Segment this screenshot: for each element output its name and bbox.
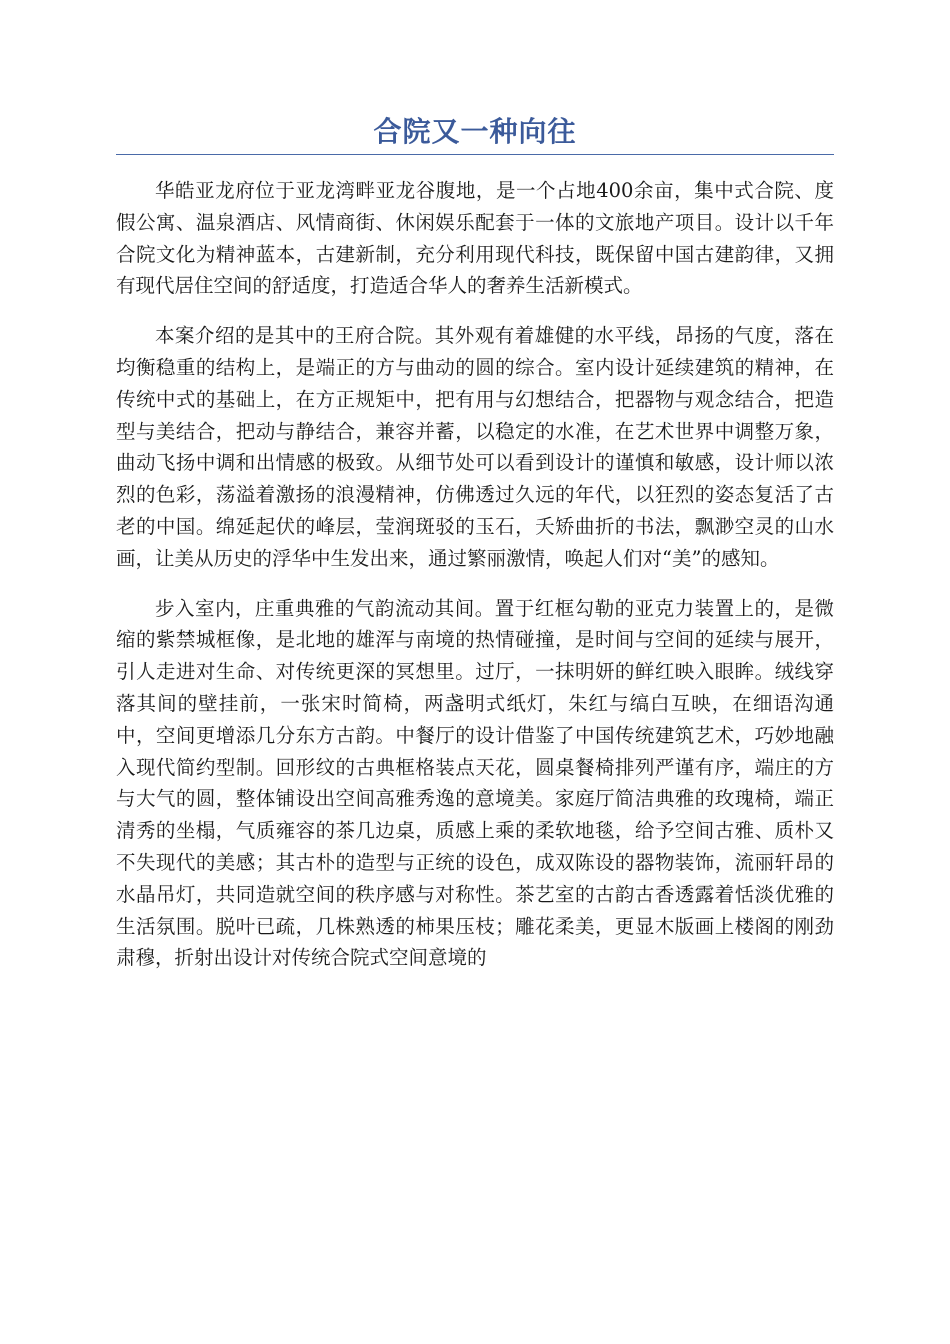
paragraph-2: 本案介绍的是其中的王府合院。其外观有着雄健的水平线，昂扬的气度，落在均衡稳重的结构上，是端正的方与曲动的圆的综合。室内设计延续建筑的精神，在传统中式的基础上，在方正规矩中，把有用与幻想结合，把器物与观念结合，把造型与美结合，把动与静结合，兼容并蓄，以稳定的水准，在艺术世界中调整万象，曲动飞扬中调和出情感的极致。从细节处可以看到设计的谨慎和敏感，设计师以浓烈的色彩，荡溢着激扬的浪漫精神，仿佛透过久远的年代，以狂烈的姿态复活了古老的中国。绵延起伏的峰层，莹润斑驳的玉石，夭矫曲折的书法，飘渺空灵的山水画，让美从历史的浮华中生发出来，通过繁丽激情，唤起人们对“美”的感知。 [116, 324, 834, 570]
paragraph-1: 华皓亚龙府位于亚龙湾畔亚龙谷腹地，是一个占地400余亩，集中式合院、度假公寓、温泉酒店、风情商街、休闲娱乐配套于一体的文旅地产项目。设计以千年合院文化为精神蓝本，古建新制，充分利用现代科技，既保留中国古建韵律，又拥有现代居住空间的舒适度，打造适合华人的奢养生活新模式。 [116, 179, 834, 298]
document-title: 合院又一种向往 [373, 115, 577, 148]
title-underline [116, 154, 834, 155]
paragraph-3: 步入室内，庄重典雅的气韵流动其间。置于红框勾勒的亚克力装置上的，是微缩的紫禁城框像，是北地的雄浑与南境的热情碰撞，是时间与空间的延续与展开，引人走进对生命、对传统更深的冥想里。过厅，一抹明妍的鲜红映入眼眸。绒线穿落其间的壁挂前，一张宋时简椅，两盏明式纸灯，朱红与缟白互映，在细语沟通中，空间更增添几分东方古韵。中餐厅的设计借鉴了中国传统建筑艺术，巧妙地融入现代简约型制。回形纹的古典框格装点天花，圆桌餐椅排列严谨有序，端庄的方与大气的圆，整体铺设出空间高雅秀逸的意境美。家庭厅简洁典雅的玫瑰椅，端正清秀的坐榻，气质雍容的茶几边桌，质感上乘的柔软地毯，给予空间古雅、质朴又不失现代的美感；其古朴的造型与正统的设色，成双陈设的器物装饰，流丽轩昂的水晶吊灯，共同造就空间的秩序感与对称性。茶艺室的古韵古香透露着恬淡优雅的生活氛围。脱叶已疏，几株熟透的柿果压枝；雕花柔美，更显木版画上楼阁的刚劲肃穆，折射出设计对传统合院式空间意境的 [116, 596, 834, 970]
document-page [116, 112, 834, 992]
